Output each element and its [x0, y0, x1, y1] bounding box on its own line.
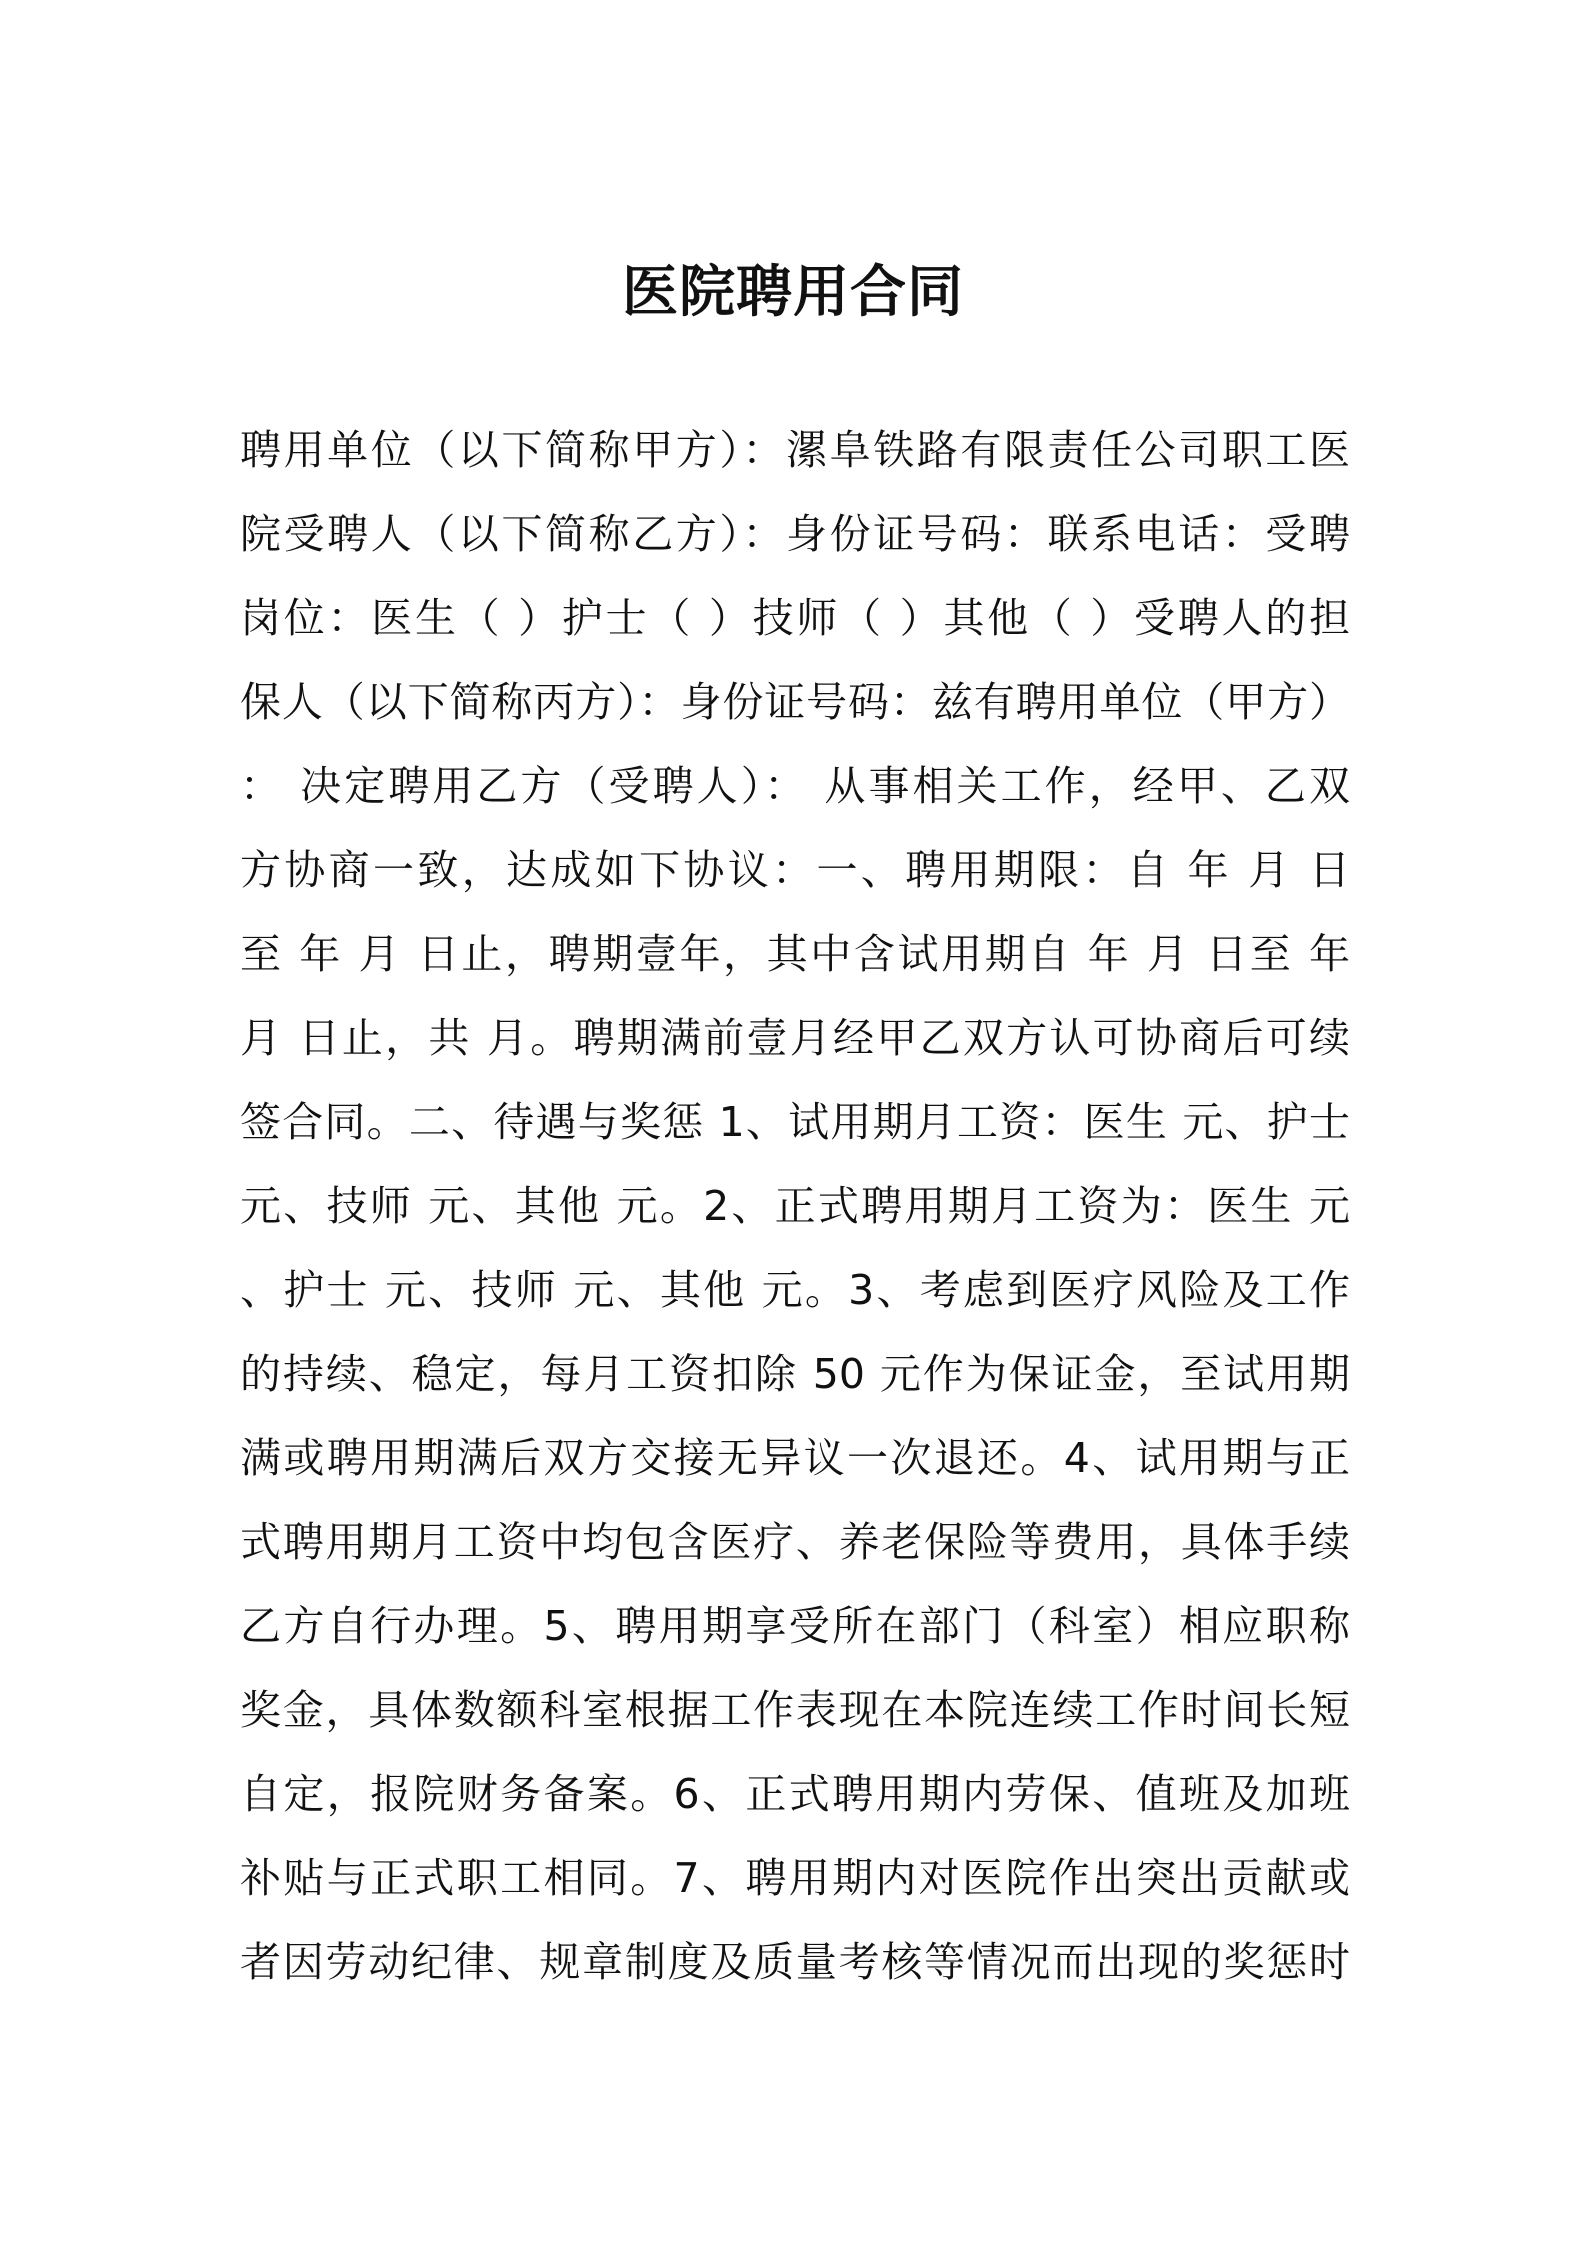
contract-body: [240, 408, 1350, 2004]
body-line: 自定，报院财务备案。6、正式聘用期内劳保、值班及加班: [240, 1770, 1350, 1818]
body-line: 者因劳动纪律、规章制度及质量考核等情况而出现的奖惩时: [240, 1938, 1350, 1986]
body-line: 补贴与正式职工相同。7、聘用期内对医院作出突出贡献或: [240, 1854, 1350, 1902]
body-line: 式聘用期月工资中均包含医疗、养老保险等费用，具体手续: [240, 1518, 1350, 1566]
body-line: 奖金，具体数额科室根据工作表现在本院连续工作时间长短: [240, 1686, 1350, 1734]
body-line: 的持续、稳定，每月工资扣除 50 元作为保证金，至试用期: [240, 1350, 1350, 1398]
body-line: 、护士 元、技师 元、其他 元。3、考虑到医疗风险及工作: [240, 1266, 1350, 1314]
document-title: 医院聘用合同: [622, 260, 964, 325]
body-line: 乙方自行办理。5、聘用期享受所在部门（科室）相应职称: [240, 1602, 1350, 1650]
body-line: 方协商一致，达成如下协议：一、聘用期限：自 年 月 日: [240, 846, 1350, 894]
body-line: 元、技师 元、其他 元。2、正式聘用期月工资为：医生 元: [240, 1182, 1350, 1230]
body-line: 月 日止，共 月。聘期满前壹月经甲乙双方认可协商后可续: [240, 1014, 1350, 1062]
body-line: 聘用单位（以下简称甲方）：漯阜铁路有限责任公司职工医: [240, 426, 1350, 474]
body-line: 院受聘人（以下简称乙方）：身份证号码：联系电话：受聘: [240, 510, 1350, 558]
body-line: 岗位：医生（ ）护士（ ）技师（ ）其他（ ）受聘人的担: [240, 594, 1350, 642]
body-line: 签合同。二、待遇与奖惩 1、试用期月工资：医生 元、护士: [240, 1098, 1350, 1146]
body-line: 满或聘用期满后双方交接无异议一次退还。4、试用期与正: [240, 1434, 1350, 1482]
body-line: 至 年 月 日止，聘期壹年，其中含试用期自 年 月 日至 年: [240, 930, 1350, 978]
body-line: ： 决定聘用乙方（受聘人）： 从事相关工作，经甲、乙双: [240, 762, 1350, 810]
body-line: 保人（以下简称丙方）：身份证号码：兹有聘用单位（甲方）: [240, 678, 1350, 726]
